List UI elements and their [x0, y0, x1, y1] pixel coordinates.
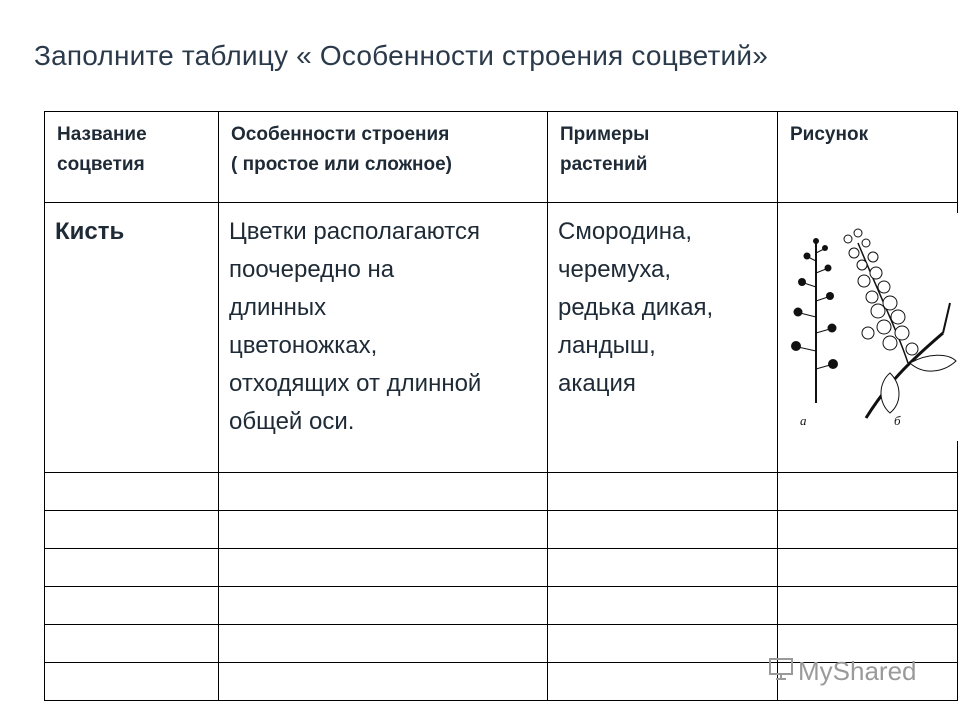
inflorescence-name: Кисть [55, 218, 125, 245]
header-text: Особенности строения [231, 124, 450, 145]
features-line: длинных [229, 294, 327, 321]
header-text: ( простое или сложное) [231, 154, 453, 175]
watermark-text: MyShared [798, 656, 917, 686]
features-line: отходящих от длинной [229, 370, 482, 397]
features-line: поочередно на [229, 256, 395, 283]
cell-features [219, 203, 548, 473]
example-line: ландыш, [558, 332, 656, 359]
header-cell-examples [548, 112, 778, 203]
features-line: общей оси. [229, 408, 355, 435]
raceme-drawing [778, 213, 958, 441]
features-line: Цветки располагаются [229, 218, 480, 245]
example-line: акация [558, 370, 636, 397]
example-line: редька дикая, [558, 294, 714, 321]
watermark [768, 656, 917, 687]
figure-label-b: б [894, 413, 901, 428]
inflorescence-table [44, 111, 958, 701]
cell-name [45, 203, 219, 473]
presentation-icon [768, 656, 794, 687]
table-row-empty [45, 473, 958, 511]
table-row-empty [45, 549, 958, 587]
table-row-empty [45, 587, 958, 625]
features-line: цветоножках, [229, 332, 378, 359]
raceme-illustration [778, 203, 957, 472]
cell-examples [548, 203, 778, 473]
figure-label-a: а [800, 413, 807, 428]
header-text: Название [57, 124, 147, 145]
header-cell-features [219, 112, 548, 203]
header-text: Рисунок [790, 124, 869, 145]
header-text: Примеры [560, 124, 650, 145]
table-row [45, 203, 958, 473]
example-line: черемуха, [558, 256, 672, 283]
example-line: Смородина, [558, 218, 693, 245]
header-text: растений [560, 154, 648, 175]
header-text: соцветия [57, 154, 145, 175]
table-row-empty [45, 511, 958, 549]
cell-figure [778, 203, 958, 473]
header-cell-name [45, 112, 219, 203]
header-cell-figure [778, 112, 958, 203]
table-header-row [45, 112, 958, 203]
page-title: Заполните таблицу « Особенности строения соцветий» [34, 40, 769, 71]
